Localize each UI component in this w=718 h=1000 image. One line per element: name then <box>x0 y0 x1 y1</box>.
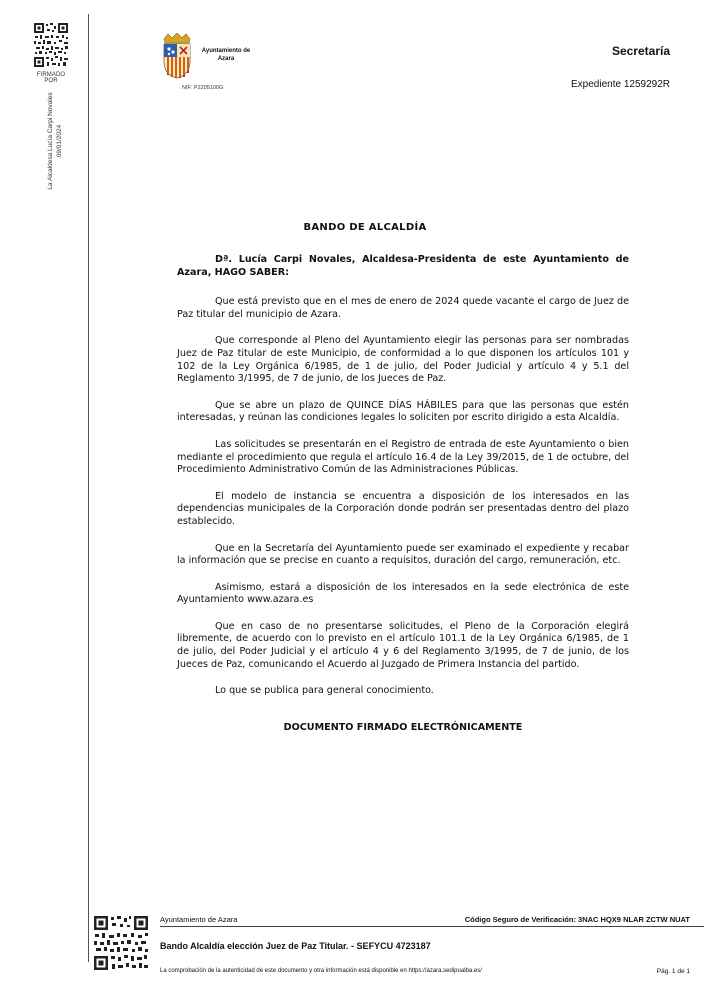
signed-by-label: FIRMADO POR <box>36 72 66 84</box>
department-label: Secretaría <box>611 44 670 58</box>
signature-stamp <box>46 86 64 196</box>
body-paragraph: Lo que se publica para general conocimiento. <box>215 685 434 697</box>
body-paragraph: El modelo de instancia se encuentra a disposición de los interesados en las dependencias municipales de la Corporación donde podrán ser presentadas dentro del plazo establecido. <box>177 490 629 527</box>
body-paragraph: Que corresponde al Pleno del Ayuntamiento elegir las personas para ser nombradas Juez de Paz titular de este Municipio, de conformidad a lo que disponen los artículos 101 y 102 de la Ley Orgánica 6/1985, de 1 de julio, del Poder Judicial y artículo 4 y 5.1 del Reglamento 3/1995, de 7 de junio, de los Jueces de Paz. <box>177 335 629 385</box>
body-paragraph: Asimismo, estará a disposición de los interesados en la sede electrónica de este Ayuntamiento www.azara.es <box>177 581 629 606</box>
nif-number: NIF: P2205100G <box>182 85 224 91</box>
body-paragraph: Que en la Secretaría del Ayuntamiento puede ser examinado el expediente y recabar la información que se precise en cuanto a requisitos, duración del cargo, remuneración, etc. <box>177 542 629 567</box>
org-name-line2: Azara <box>217 56 235 62</box>
org-name-line1: Ayuntamiento de <box>201 48 251 54</box>
signature-date: 09/01/2024 <box>56 124 63 158</box>
expediente-number: Expediente 1259292R <box>571 79 670 90</box>
qr-code-top <box>33 22 69 68</box>
coat-of-arms-icon <box>160 33 194 79</box>
document-body <box>177 254 629 748</box>
footer-doc-title: Bando Alcaldía elección Juez de Paz Titular. - SEFYCU 4723187 <box>160 941 431 951</box>
footer-org: Ayuntamiento de Azara <box>160 915 238 924</box>
qr-code-footer <box>92 914 150 972</box>
margin-rule <box>88 14 89 962</box>
footer-rule <box>160 926 704 927</box>
page-number: Pág. 1 de 1 <box>656 968 690 975</box>
authenticity-note: La comprobación de la autenticidad de este documento y otra información está disponible en https://azara.sedipualba.es/ <box>160 968 482 974</box>
intro-paragraph: Dª. Lucía Carpi Novales, Alcaldesa-Presidenta de este Ayuntamiento de Azara, HAGO SABER: <box>177 254 629 278</box>
signer-name: La Alcaldesa Lucía Carpi Novales <box>47 92 54 190</box>
signature-note: DOCUMENTO FIRMADO ELECTRÓNICAMENTE <box>283 721 523 733</box>
verification-code: Código Seguro de Verificación: 3NAC HQX9 NLAR ZCTW NUAT <box>464 915 690 924</box>
body-paragraph: Que en caso de no presentarse solicitudes, el Pleno de la Corporación elegirá libremente, de acuerdo con lo previsto en el artículo 101.1 de la Ley Orgánica 6/1985, de 1 de julio, del Poder Judicial y el artículo 4 y 6 del Reglamento 3/1995, de 7 de junio, de los Jueces de Paz, comunicando el Acuerdo al Juzgado de Primera Instancia del partido. <box>177 620 629 670</box>
body-paragraph: Que se abre un plazo de QUINCE DÍAS HÁBILES para que las personas que estén interesadas, y reúnan las condiciones legales lo soliciten por escrito dirigido a esta Alcaldía. <box>177 399 629 424</box>
document-title: BANDO DE ALCALDÍA <box>303 222 427 233</box>
body-paragraph: Que está previsto que en el mes de enero de 2024 quede vacante el cargo de Juez de Paz titular del municipio de Azara. <box>177 296 629 320</box>
body-paragraph: Las solicitudes se presentarán en el Registro de entrada de este Ayuntamiento o bien mediante el procedimiento que regula el artículo 16.4 de la Ley 39/2015, de 1 de octubre, del Procedimiento Administrativo Común de las Administraciones Públicas. <box>177 438 629 476</box>
